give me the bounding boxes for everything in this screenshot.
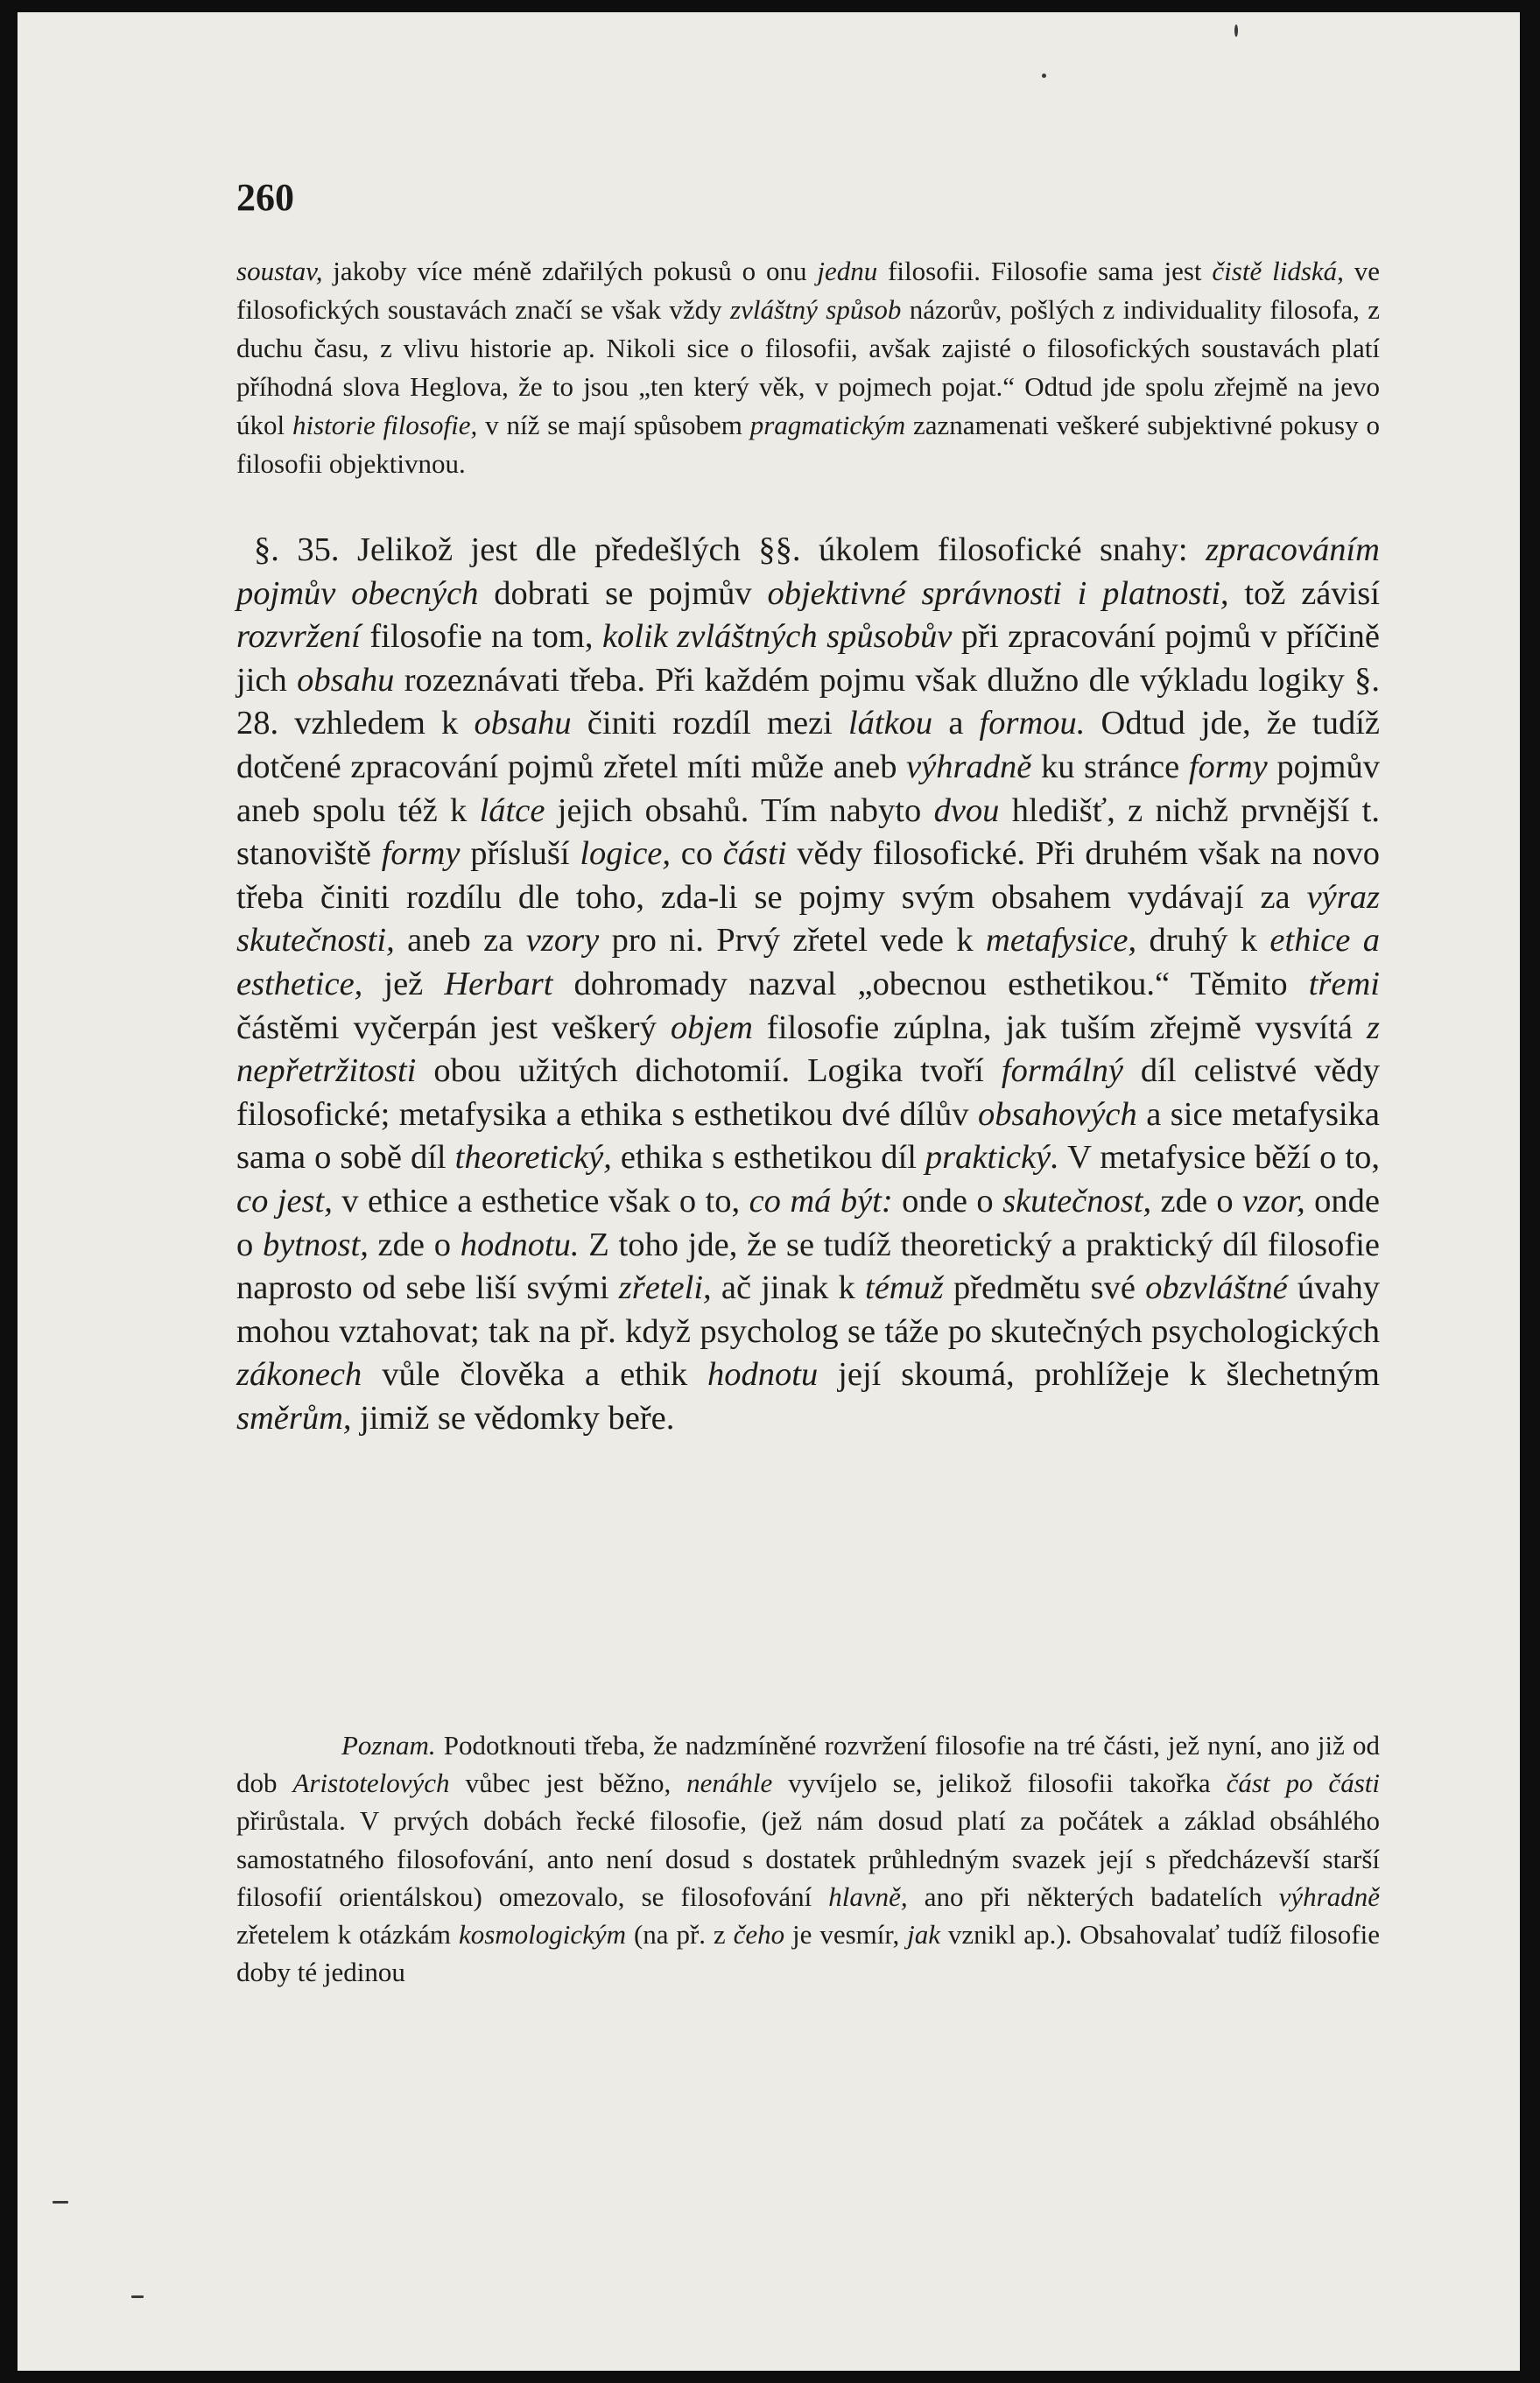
italic-phrase: formálný xyxy=(1001,1052,1123,1090)
italic-phrase: zvláštný spůsob xyxy=(730,294,902,325)
italic-phrase: třemi xyxy=(1308,965,1380,1002)
text-run: ve filosofických soustavách značí se však vždy xyxy=(236,256,1381,325)
text-run: jakoby více méně zdařilých pokusů o onu xyxy=(322,256,818,286)
text-run: ethika s esthetikou díl xyxy=(611,1139,925,1177)
italic-phrase: obsahu xyxy=(297,661,395,699)
italic-phrase: obzvláštné xyxy=(1145,1269,1288,1307)
text-run: dohromady nazval „obecnou esthetikou.“ Těmito xyxy=(552,965,1309,1002)
intro-paragraph xyxy=(236,252,1380,483)
italic-phrase: jednu xyxy=(817,256,878,286)
text-run: částěmi vyčerpán jest veškerý xyxy=(236,1009,671,1046)
text-run: je vesmír, xyxy=(784,1919,908,1951)
italic-phrase: čeho xyxy=(733,1919,785,1951)
section-35-paragraph xyxy=(236,529,1380,1440)
italic-phrase: zpracováním pojmův obecných xyxy=(236,531,1380,612)
text-run: dobrati se pojmův xyxy=(478,574,768,612)
italic-phrase: objektivné správnosti i platnosti, xyxy=(767,574,1229,612)
text-run: ano při některých badatelích xyxy=(907,1880,1279,1912)
text-run: a xyxy=(932,705,980,742)
italic-phrase: hodnotu xyxy=(707,1356,819,1394)
paper-speck xyxy=(1234,25,1238,37)
italic-phrase: nenáhle xyxy=(686,1768,773,1799)
text-run: v ethice a esthetice však o to, xyxy=(332,1182,749,1220)
text-run: vůle člověka a ethik xyxy=(362,1356,708,1394)
italic-phrase: Aristotelových xyxy=(292,1768,450,1799)
text-run: tož závisí xyxy=(1228,574,1380,612)
italic-phrase: Poznam. xyxy=(341,1730,436,1761)
italic-phrase: soustav, xyxy=(236,256,323,286)
italic-phrase: výraz skutečnosti, xyxy=(236,878,1380,960)
italic-phrase: formou. xyxy=(979,705,1086,742)
text-run: co xyxy=(671,835,723,873)
text-run: (na př. z xyxy=(626,1919,734,1951)
italic-phrase: pragmatickým xyxy=(749,410,906,440)
text-run: vůbec jest běžno, xyxy=(449,1768,687,1799)
italic-phrase: formy xyxy=(1188,748,1268,785)
paper-speck xyxy=(131,2295,144,2298)
italic-phrase: zřeteli, xyxy=(618,1269,712,1307)
italic-phrase: směrům, xyxy=(236,1399,352,1437)
text-run: hledišť, z nichž prvnější t. stanoviště xyxy=(236,791,1380,873)
note-paragraph xyxy=(236,1726,1380,1991)
paragraph-text xyxy=(236,529,1380,1440)
italic-phrase: co jest, xyxy=(236,1182,333,1220)
text-run: zde o xyxy=(368,1226,461,1263)
text-run: jež xyxy=(362,965,445,1002)
text-run: činiti rozdíl mezi xyxy=(571,705,848,742)
italic-phrase: témuž xyxy=(864,1269,944,1307)
text-run: v níž se mají spůsobem xyxy=(477,410,750,440)
italic-phrase: obsahu xyxy=(474,705,572,742)
text-run: přirůstala. V prvých dobách řecké filosofie, (jež nám dosud platí za počátek a základ obsáhlého samostatného filosofování, anto není dosud s dostatek průhledným svazek její s předcházevší starší filosofií orientálskou) omezovalo, se filosofování xyxy=(236,1805,1380,1912)
italic-phrase: historie filosofie, xyxy=(292,410,478,440)
text-run: druhý k xyxy=(1136,922,1270,960)
text-run: Podotknouti třeba, že nadzmíněné rozvržení filosofie na tré části, jež nyní, ano již od dob xyxy=(236,1730,1380,1799)
italic-phrase: čistě lidská, xyxy=(1212,256,1344,286)
text-run: V metafysice běží o to, xyxy=(1058,1139,1380,1177)
text-run: obou užitých dichotomií. Logika tvoří xyxy=(416,1052,1002,1090)
text-run: pro ni. Prvý zřetel vede k xyxy=(599,922,987,960)
text-run: aneb za xyxy=(394,922,526,960)
text-run: vznikl ap.). Obsahovalať tudíž filosofie doby té jedinou xyxy=(236,1919,1380,1988)
text-run: ku stránce xyxy=(1031,748,1189,785)
italic-phrase: hlavně, xyxy=(828,1880,908,1912)
italic-phrase: co má být: xyxy=(749,1182,893,1220)
italic-phrase: metafysice, xyxy=(986,922,1137,960)
italic-phrase: dvou xyxy=(933,791,1000,829)
text-run: filosofie zúplna, jak tuším zřejmě vysvítá xyxy=(752,1009,1367,1046)
italic-phrase: část po části xyxy=(1226,1768,1380,1799)
text-run: onde o xyxy=(892,1182,1003,1220)
italic-phrase: výhradně xyxy=(1278,1880,1380,1912)
italic-phrase: kolik zvláštných spůsobův xyxy=(601,618,953,656)
text-run: vyvíjelo se, jelikož filosofii takořka xyxy=(772,1768,1227,1799)
text-run: a sice metafysika sama o sobě díl xyxy=(236,1095,1380,1177)
text-run: při zpracování pojmů v příčině jich xyxy=(236,618,1381,699)
italic-phrase: ethice a esthetice, xyxy=(236,922,1380,1002)
paper-speck xyxy=(1042,74,1046,78)
italic-phrase: vzor, xyxy=(1242,1182,1305,1220)
italic-phrase: hodnotu. xyxy=(460,1226,580,1263)
italic-phrase: skutečnost, xyxy=(1002,1182,1152,1220)
text-run: zde o xyxy=(1151,1182,1243,1220)
italic-phrase: z nepřetržitosti xyxy=(236,1009,1380,1090)
italic-phrase: Herbart xyxy=(444,965,553,1002)
text-run: předmětu své xyxy=(943,1269,1146,1307)
text-run: zřetelem k otázkám xyxy=(236,1919,459,1951)
text-run: vědy filosofické. Při druhém však na novo třeba činiti rozdílu dle toho, zda-li se pojmy svým obsahem vydávají za xyxy=(236,835,1381,916)
italic-phrase: objem xyxy=(670,1009,753,1046)
text-run: názorův, pošlých z individuality filosofa, z duchu času, z vlivu historie ap. Nikoli sice o filosofii, avšak zajisté o filosofických soustavách platí příhodná slova Heglova, že to jsou „ten který věk, v pojmech pojat.“ Odtud jde spolu zřejmě na jevo úkol xyxy=(236,294,1380,440)
italic-phrase: theoretický, xyxy=(454,1139,612,1177)
italic-phrase: rozvržení xyxy=(236,618,361,656)
italic-phrase: bytnost, xyxy=(262,1226,369,1263)
text-run: §. 35. Jelikož jest dle předešlých §§. úkolem filosofické snahy: xyxy=(254,531,1206,568)
italic-phrase: látkou xyxy=(847,705,933,742)
text-run: zaznamenati veškeré subjektivné pokusy o filosofii objektivnou. xyxy=(236,410,1380,479)
italic-phrase: obsahových xyxy=(978,1095,1137,1133)
text-run: Z toho jde, že se tudíž theoretický a praktický díl filosofie naprosto od sebe liší svými xyxy=(236,1226,1381,1307)
italic-phrase: logice, xyxy=(580,835,672,873)
text-run: Odtud jde, že tudíž dotčené zpracování pojmů zřetel míti může aneb xyxy=(236,705,1380,785)
italic-phrase: výhradně xyxy=(906,748,1032,785)
text-run: filosofii. Filosofie sama jest xyxy=(877,256,1213,286)
italic-phrase: látce xyxy=(479,791,545,829)
italic-phrase: zákonech xyxy=(236,1356,362,1394)
text-run: přísluší xyxy=(460,835,580,873)
italic-phrase: vzory xyxy=(525,922,600,960)
paragraph-text xyxy=(236,1726,1380,1991)
text-run: filosofie na tom, xyxy=(360,618,602,656)
paper-speck xyxy=(53,2201,68,2204)
book-page xyxy=(18,12,1520,2371)
text-run: ač jinak k xyxy=(711,1269,865,1307)
text-run: díl celistvé vědy filosofické; metafysika a ethika s esthetikou dvé dílův xyxy=(236,1052,1380,1133)
text-run: pojmův aneb spolu též k xyxy=(236,748,1380,829)
paragraph-text xyxy=(236,252,1380,483)
italic-phrase: jak xyxy=(907,1919,940,1951)
text-run: její skoumá, prohlížeje k šlechetným xyxy=(818,1356,1380,1394)
italic-phrase: praktický. xyxy=(925,1139,1059,1177)
text-run: jejich obsahů. Tím nabyto xyxy=(545,791,934,829)
italic-phrase: kosmologickým xyxy=(458,1919,627,1951)
italic-phrase: části xyxy=(722,835,787,873)
text-run: úvahy mohou vztahovat; tak na př. když psycholog se táže po skutečných psychologických xyxy=(236,1269,1380,1350)
page-number: 260 xyxy=(236,176,294,219)
text-run: jimiž se vědomky beře. xyxy=(351,1399,675,1437)
italic-phrase: formy xyxy=(381,835,461,873)
text-run: onde o xyxy=(236,1182,1380,1263)
text-run: rozeznávati třeba. Při každém pojmu však dlužno dle výkladu logiky §. 28. vzhledem k xyxy=(236,661,1380,742)
